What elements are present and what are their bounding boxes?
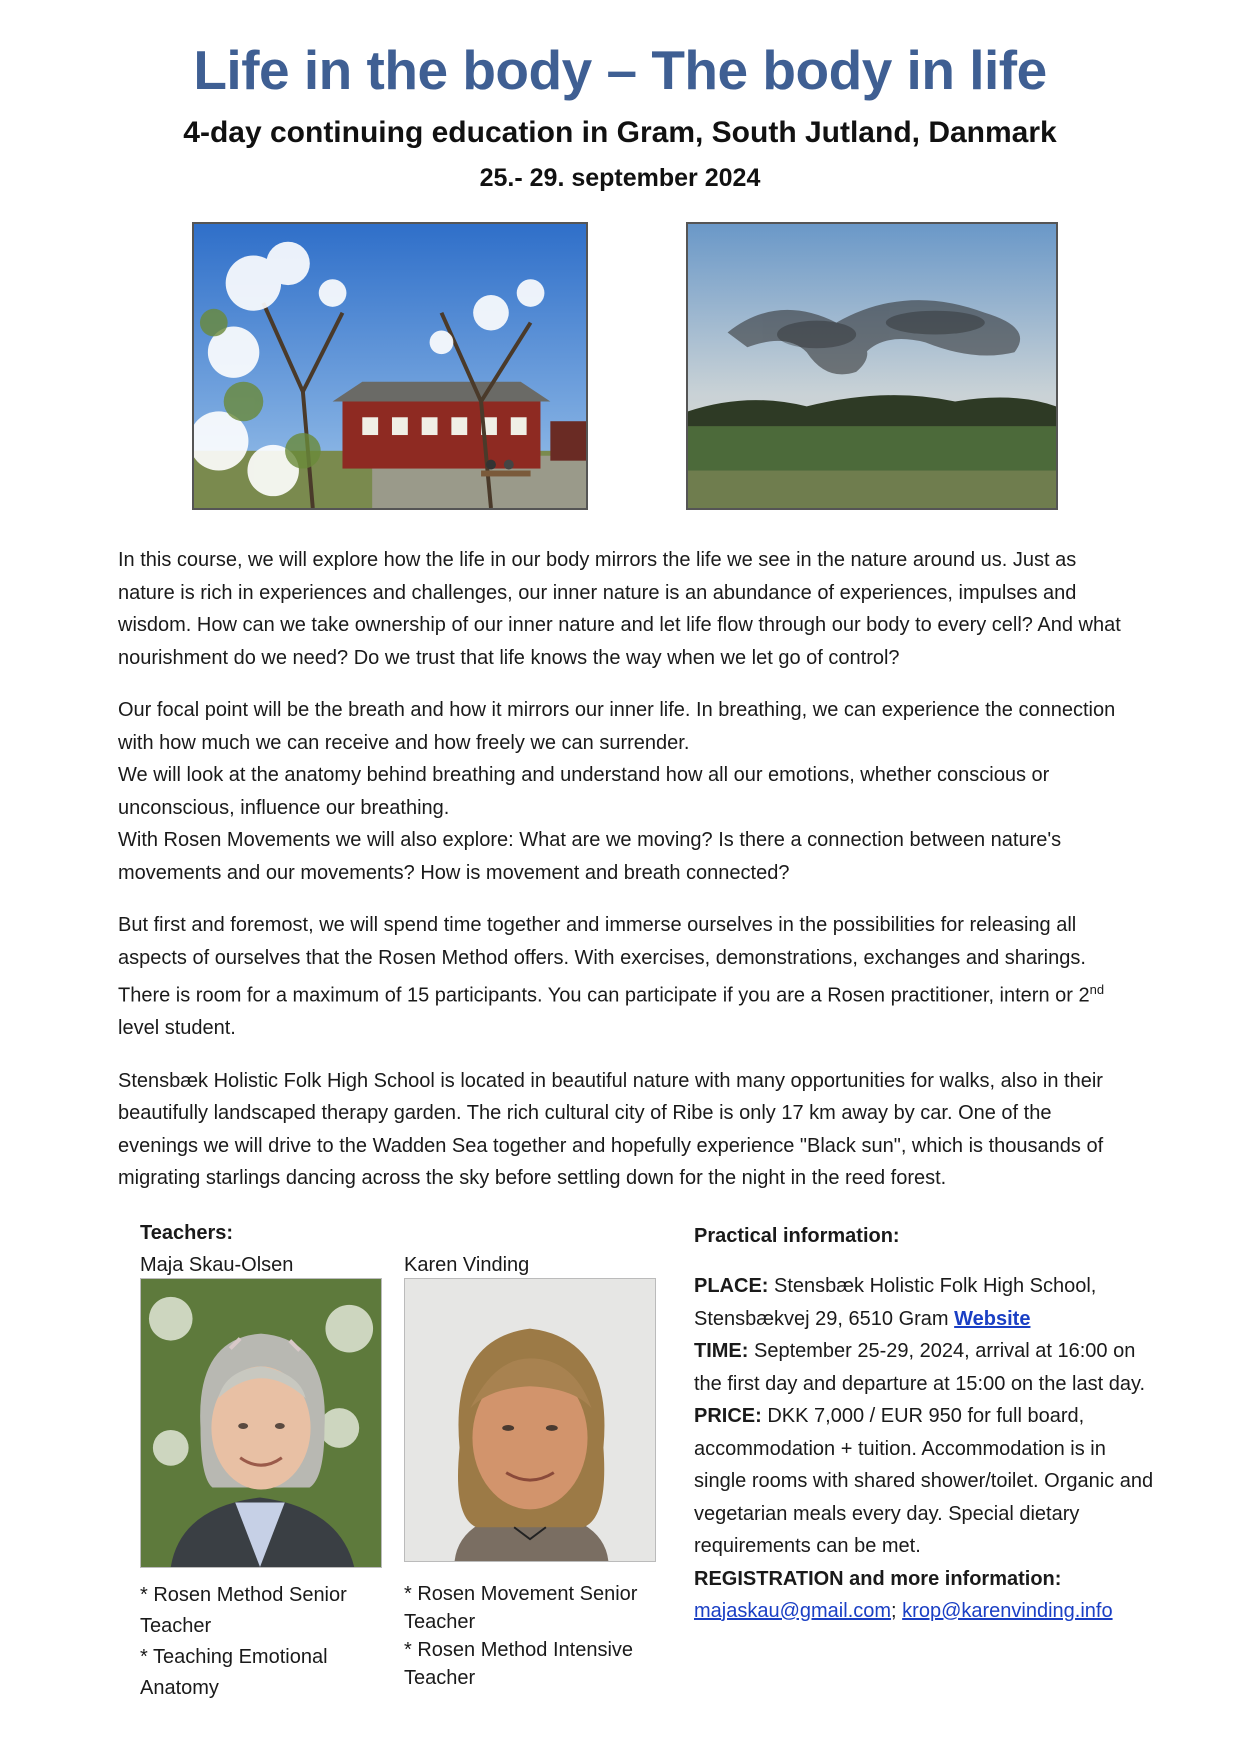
teacher-role: * Rosen Method Intensive Teacher [404, 1639, 634, 1689]
teacher-roles-karen [404, 1580, 654, 1692]
teacher-role: * Rosen Movement Senior Teacher [404, 1583, 638, 1633]
course-description [118, 544, 1128, 1215]
paragraph-anatomy: We will look at the anatomy behind breathing and understand how all our emotions, whether conscious or unconscious, influence our breathing. [118, 764, 1050, 819]
price-info: PRICE: DKK 7,000 / EUR 950 for full board, accommodation + tuition. Accommodation is in single rooms with shared shower/toilet. Organic and vegetarian meals every day. Special dietary requirements can be met. [694, 1405, 1154, 1557]
place-label: PLACE: [694, 1275, 769, 1297]
place-info: PLACE: Stensbæk Holistic Folk High School, Stensbækvej 29, 6510 Gram Website [694, 1275, 1097, 1330]
time-label: TIME: [694, 1340, 749, 1362]
paragraph-location: Stensbæk Holistic Folk High School is located in beautiful nature with many opportunities for walks, also in their beautifully landscaped therapy garden. The rich cultural city of Ribe is only 17 km away by car. One of the evenings we will drive to the Wadden Sea together and hopefully experience "Black sun", which is thousands of migrating starlings dancing across the sky before settling down for the night in the reed forest. [118, 1069, 1104, 1190]
email-link-maja[interactable]: majaskau@gmail.com [694, 1600, 892, 1622]
price-label: PRICE: [694, 1405, 762, 1427]
starling-murmuration-photo [686, 222, 1058, 510]
paragraph-breath: Our focal point will be the breath and how it mirrors our inner life. In breathing, we can experience the connection with how much we can receive and how freely we can surrender. [118, 699, 1116, 754]
teacher-name-maja: Maja Skau-Olsen [140, 1254, 294, 1276]
website-link[interactable]: Website [954, 1307, 1031, 1330]
portrait-maja [140, 1278, 382, 1568]
school-building-photo [192, 222, 588, 510]
practical-information [694, 1222, 1154, 1628]
teachers-heading: Teachers: [140, 1222, 234, 1244]
paragraph-movements: With Rosen Movements we will also explore: What are we moving? Is there a connection between nature's movements and our movements? How is movement and breath connected? [118, 829, 1062, 884]
portrait-karen [404, 1278, 656, 1562]
paragraph-participation: But first and foremost, we will spend time together and immerse ourselves in the possibilities for releasing all aspects of ourselves that the Rosen Method offers. With exercises, demonstrations, exchanges and sharings. There is room for a maximum of 15 participants. You can participate if you are a Rosen practitioner, intern or 2nd level student. [118, 914, 1105, 1040]
registration-info [694, 1563, 1154, 1596]
registration-label: REGISTRATION and more information: [694, 1567, 1062, 1590]
practical-heading: Practical information: [694, 1225, 900, 1247]
teacher-role: * Rosen Method Senior Teacher [140, 1584, 347, 1637]
time-info: TIME: September 25-29, 2024, arrival at 16:00 on the first day and departure at 15:00 on the last day. [694, 1340, 1146, 1395]
email-link-karen[interactable]: krop@karenvinding.info [902, 1600, 1113, 1622]
contact-emails: majaskau@gmail.com; krop@karenvinding.info [694, 1600, 1113, 1622]
teacher-name-karen: Karen Vinding [404, 1254, 530, 1276]
paragraph-intro: In this course, we will explore how the life in our body mirrors the life we see in the nature around us. Just as nature is rich in experiences and challenges, our inner nature is an abundance of experiences, impulses and wisdom. How can we take ownership of our inner nature and let life flow through our body to every cell? And what nourishment do we need? Do we trust that life knows the way when we let go of control? [118, 549, 1121, 669]
teacher-roles-maja [140, 1580, 390, 1704]
page-subtitle: 4-day continuing education in Gram, South Jutland, Danmark [183, 116, 1057, 149]
course-dates: 25.- 29. september 2024 [479, 164, 761, 192]
teacher-role: * Teaching Emotional Anatomy [140, 1646, 328, 1699]
page-title: Life in the body – The body in life [193, 39, 1047, 101]
